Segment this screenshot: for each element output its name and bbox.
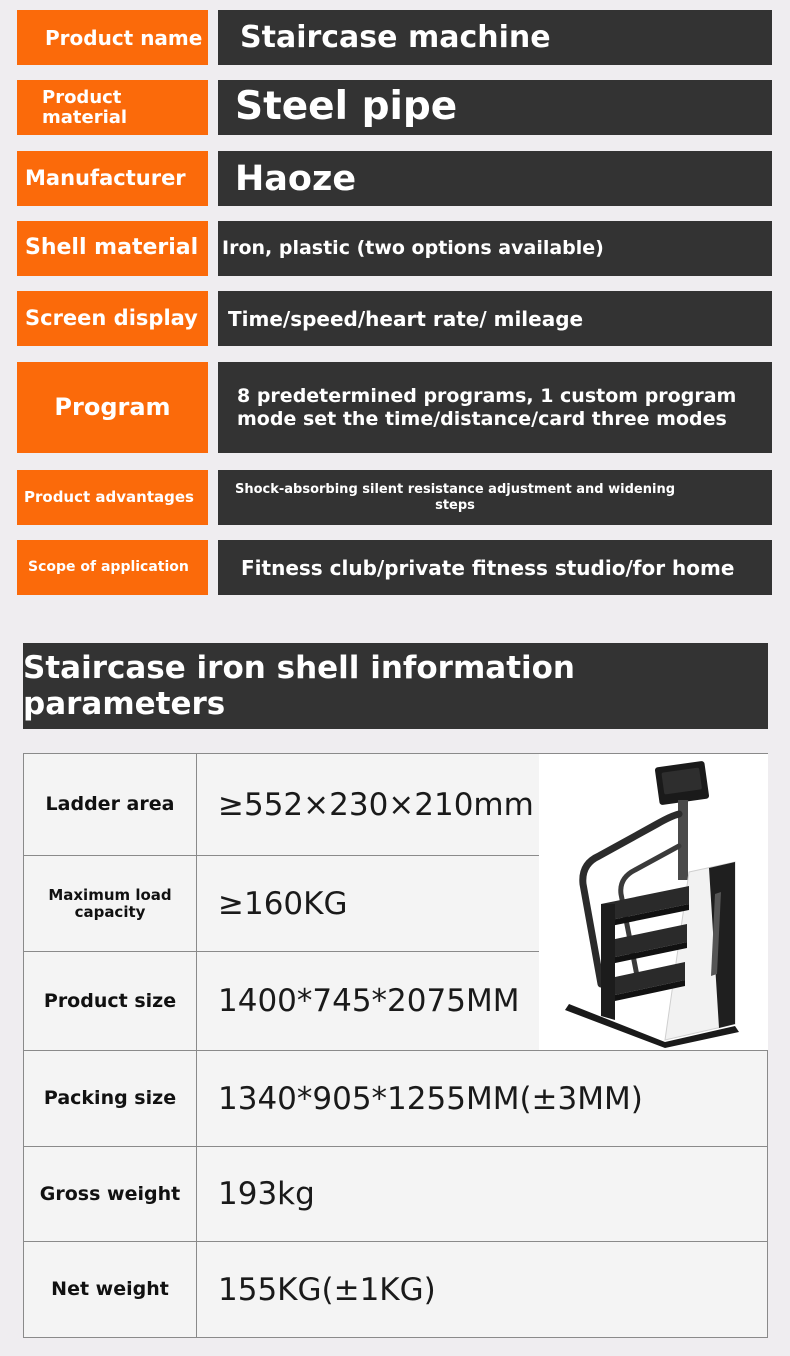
spec-label: Screen display — [17, 291, 208, 346]
parameter-table — [23, 753, 768, 1338]
spec-label: Manufacturer — [17, 151, 208, 206]
spec-value: Staircase machine — [218, 10, 772, 65]
spec-value: Steel pipe — [218, 80, 772, 135]
spec-label: Shell material — [17, 221, 208, 276]
param-label: Gross weight — [24, 1147, 197, 1241]
spec-value: Shock-absorbing silent resistance adjustment and widening steps — [218, 470, 772, 525]
spec-value: 8 predetermined programs, 1 custom program mode set the time/distance/card three modes — [218, 362, 772, 453]
param-label: Packing size — [24, 1051, 197, 1146]
param-label: Net weight — [24, 1242, 197, 1337]
param-value: 155KG(±1KG) — [218, 1271, 436, 1308]
section-title-banner: Staircase iron shell information parameters — [23, 643, 768, 729]
spec-label: Product advantages — [17, 470, 208, 525]
param-label: Ladder area — [24, 754, 197, 855]
spec-value: Time/speed/heart rate/ mileage — [218, 291, 772, 346]
param-value: 1340*905*1255MM(±3MM) — [218, 1080, 643, 1117]
spec-label: Product name — [17, 10, 208, 65]
param-label: Product size — [24, 952, 197, 1050]
table-row — [24, 1050, 767, 1146]
table-row — [24, 1241, 767, 1337]
spec-value: Fitness club/private fitness studio/for home — [218, 540, 772, 595]
table-row — [24, 1146, 767, 1241]
param-value: 193kg — [218, 1176, 315, 1212]
param-value: 1400*745*2075MM — [218, 983, 520, 1019]
spec-value: Haoze — [218, 151, 772, 206]
param-label: Maximum load capacity — [24, 856, 197, 951]
spec-label: Program — [17, 362, 208, 453]
spec-label: Product material — [17, 80, 208, 135]
spec-label: Scope of application — [17, 540, 208, 595]
stair-climber-machine-icon — [539, 754, 768, 1050]
param-value: ≥160KG — [218, 885, 348, 922]
param-value: ≥552×230×210mm — [218, 786, 534, 823]
spec-value: Iron, plastic (two options available) — [218, 221, 772, 276]
